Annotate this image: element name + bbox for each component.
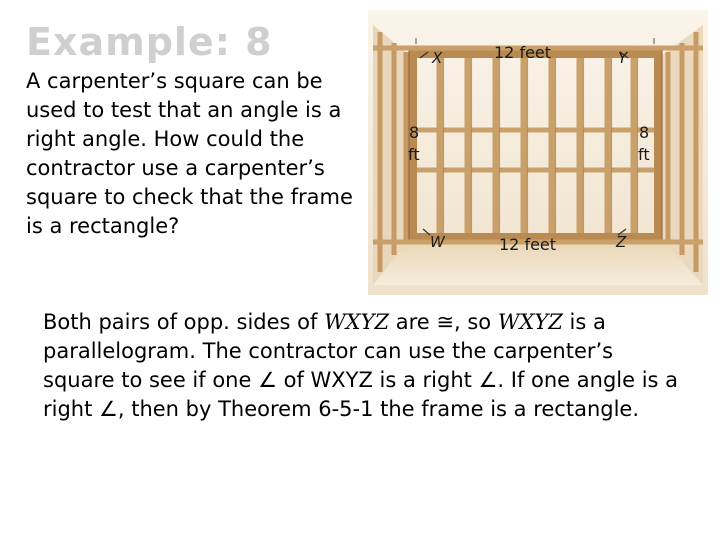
congruent-symbol: ≅ [436,310,455,334]
vertex-y-label: Y [618,49,628,67]
answer-text [43,308,683,424]
answer-part-5: of WXYZ is a right [276,368,479,392]
answer-part-2: are [389,310,437,334]
answer-part-4: is a parallelogram. The contractor can use the carpenter’s square to see if one [43,310,614,392]
right-side-value: 8 [639,123,650,142]
vertex-w-label: W [430,233,445,251]
bottom-side-label: 12 feet [499,235,557,254]
angle-symbol: ∠ [99,397,118,421]
slide-title: Example: 8 [26,20,273,64]
wall-frame-figure [368,10,708,295]
answer-part-6: . If one angle is a right [43,368,679,421]
left-side-unit: ft [408,145,420,164]
vertex-x-label: X [432,49,443,67]
figure-name-wxyz: WXYZ [324,310,390,334]
answer-part-1: Both pairs of opp. sides of [43,310,325,334]
angle-symbol: ∠ [478,368,498,392]
answer-part-3: , so [454,310,498,334]
vertex-z-label: Z [616,233,627,251]
question-text: A carpenter’s square can be used to test that an angle is a right angle. How could the contractor use a carpenter’s square to check that the frame is a rectangle? [26,69,353,238]
top-side-label: 12 feet [494,43,552,62]
answer-part-7: , then by Theorem 6-5-1 the frame is a rectangle. [117,397,640,421]
figure-name-wxyz-2: WXYZ [497,310,563,334]
angle-symbol: ∠ [258,368,277,392]
right-side-unit: ft [638,145,650,164]
left-side-value: 8 [409,123,420,142]
